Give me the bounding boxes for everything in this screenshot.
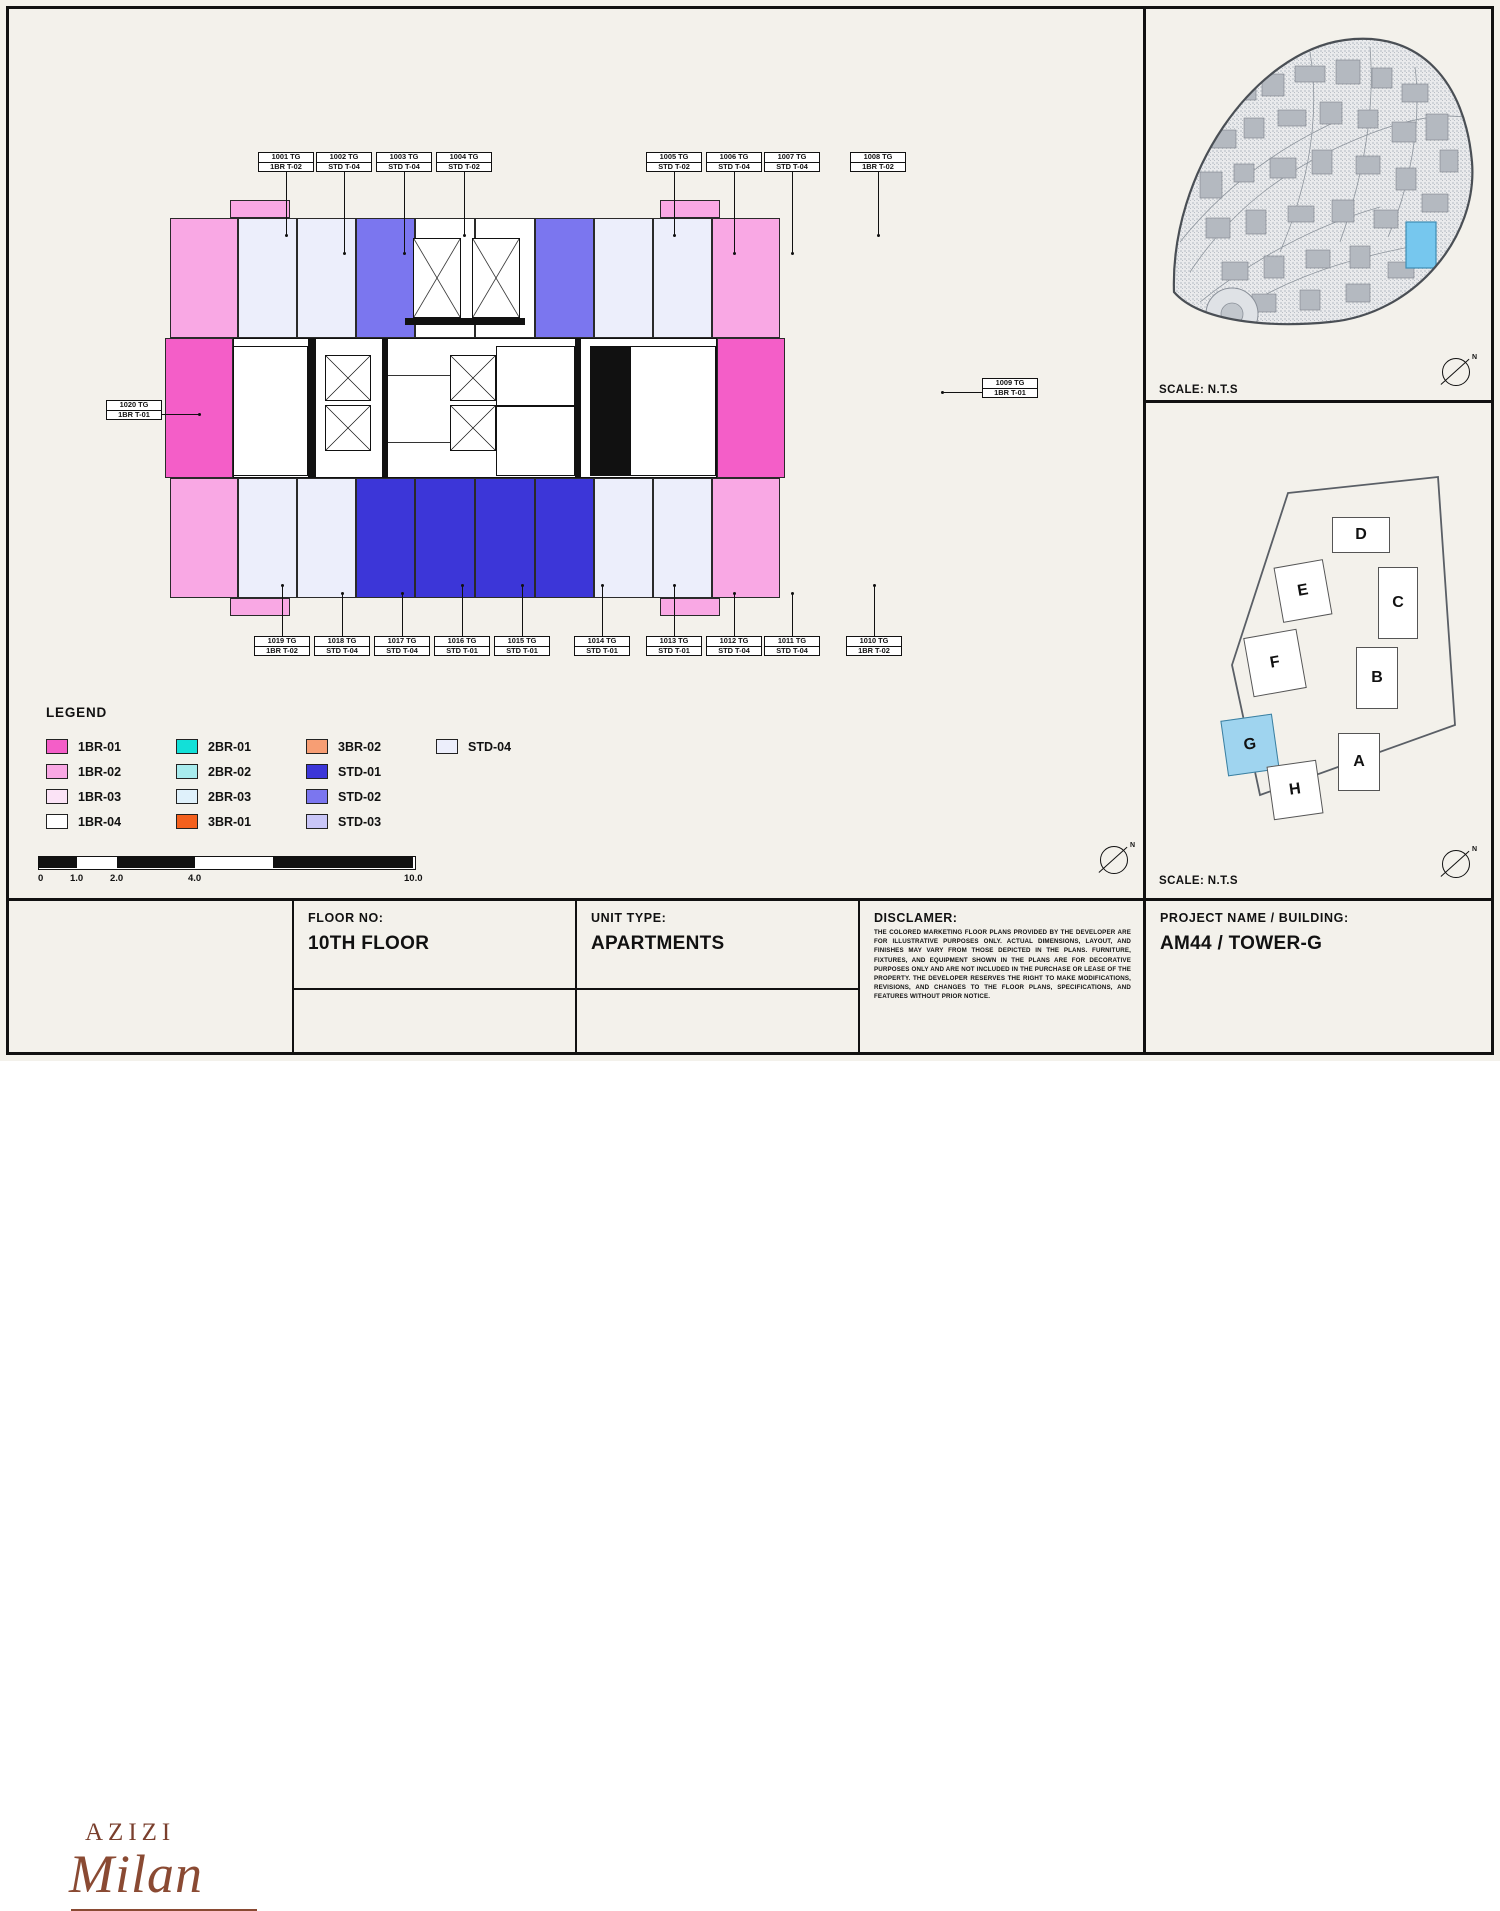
legend-item-2br-02: 2BR-02 (176, 759, 306, 784)
dot-1012 (733, 592, 736, 595)
scale-tick-3: 4.0 (188, 873, 202, 884)
unit-bottom-notch-right (660, 598, 720, 616)
legend-item-std-02: STD-02 (306, 784, 436, 809)
floor-no-label: FLOOR NO: (308, 911, 384, 925)
legend-item-1br-01: 1BR-01 (46, 734, 176, 759)
tag-1016: 1016 TG STD T-01 (434, 636, 490, 656)
legend-item-1br-03: 1BR-03 (46, 784, 176, 809)
lift-lobby (496, 406, 575, 476)
tag-1013: 1013 TG STD T-01 (646, 636, 702, 656)
legend-swatch (176, 789, 198, 804)
legend-spacer-1 (436, 759, 566, 784)
building-map-north-arrow-icon: N (1442, 850, 1476, 884)
unit-1005 (535, 218, 594, 338)
plot-h[interactable]: H (1266, 760, 1323, 820)
disclaimer-block (858, 901, 1143, 1055)
scale-tick-labels (38, 873, 428, 887)
tag-1018: 1018 TG STD T-04 (314, 636, 370, 656)
leader-1015 (522, 586, 523, 636)
tag-1008: 1008 TG 1BR T-02 (850, 152, 906, 172)
scale-tick-0: 0 (38, 873, 44, 884)
legend-item-2br-03: 2BR-03 (176, 784, 306, 809)
legend-swatch (46, 814, 68, 829)
leader-1007 (792, 172, 793, 253)
unit-type-value: APARTMENTS (591, 933, 725, 954)
plot-d[interactable]: D (1332, 517, 1390, 553)
leader-1008 (878, 172, 879, 235)
leader-1019 (282, 586, 283, 636)
tag-1003: 1003 TG STD T-04 (376, 152, 432, 172)
unit-1016 (356, 478, 415, 598)
legend-spacer-3 (436, 809, 566, 834)
plot-f[interactable]: F (1243, 629, 1307, 697)
project-value: AM44 / TOWER-G (1160, 933, 1323, 954)
floor-no-block (292, 901, 575, 1055)
unit-type-label: UNIT TYPE: (591, 911, 667, 925)
scale-tick-1: 1.0 (70, 873, 84, 884)
title-block-inner-line (292, 988, 858, 990)
scale-tick-4: 10.0 (404, 873, 423, 884)
logo-block (9, 901, 292, 1904)
tag-1007: 1007 TG STD T-04 (764, 152, 820, 172)
tag-1001: 1001 TG 1BR T-02 (258, 152, 314, 172)
project-block (1146, 901, 1491, 1055)
unit-1009 (717, 338, 785, 478)
top-shaft-wall (405, 318, 525, 325)
dot-1004 (463, 234, 466, 237)
legend-grid (46, 734, 606, 834)
core-wall-right (575, 338, 581, 478)
leader-1017 (402, 594, 403, 636)
tag-1020: 1020 TG 1BR T-01 (106, 400, 162, 420)
leader-1004 (464, 172, 465, 235)
service-room (630, 346, 716, 476)
unit-1019 (170, 478, 238, 598)
unit-top-notch-left (230, 200, 290, 218)
legend-title: LEGEND (46, 705, 108, 720)
dot-1007 (791, 252, 794, 255)
dot-1016 (461, 584, 464, 587)
unit-1011 (653, 478, 712, 598)
dot-1001 (285, 234, 288, 237)
core-wall-mid (382, 338, 388, 478)
leader-1006 (734, 172, 735, 253)
dot-1009 (941, 391, 944, 394)
leader-1005 (674, 172, 675, 235)
leader-1018 (342, 594, 343, 636)
scale-seg-3 (273, 857, 413, 868)
scale-seg-2 (117, 857, 195, 868)
leader-1009 (944, 392, 982, 393)
unit-top-notch-right (660, 200, 720, 218)
legend-item-2br-01: 2BR-01 (176, 734, 306, 759)
plot-e[interactable]: E (1274, 559, 1333, 623)
unit-type-block (575, 901, 858, 1055)
leader-1011 (792, 594, 793, 636)
leader-1002 (344, 172, 345, 253)
plan-north-arrow-icon: N (1100, 846, 1134, 880)
scale-seg-1 (39, 857, 77, 868)
core-line-3 (388, 375, 450, 376)
shaft-x-2 (325, 405, 371, 451)
legend-swatch (306, 739, 328, 754)
legend-swatch (46, 789, 68, 804)
floor-plan-drawing (120, 150, 1060, 670)
legend-item-std-01: STD-01 (306, 759, 436, 784)
building-key-map (1160, 415, 1480, 875)
logo-azizi-text: AZIZI (85, 1819, 176, 1846)
core-shaft-dark (590, 346, 630, 476)
tag-1019: 1019 TG 1BR T-02 (254, 636, 310, 656)
leader-1001 (286, 172, 287, 235)
leader-1010 (874, 586, 875, 636)
disclaimer-text: THE COLORED MARKETING FLOOR PLANS PROVIDED BY THE DEVELOPER ARE FOR ILLUSTRATIVE PURPOSES ONLY. ACTUAL DIMENSIONS, LAYOUT, AND FINISHES MAY VARY FROM THOSE DEPICTED IN THE PLANS. FURNITURE, FIXTURES, AND EQUIPMENT SHOWN IN THE PLANS ARE FOR DECORATIVE PURPOSES ONLY AND ARE NOT INCLUDED IN THE PURCHASE OR LEASE OF THE PROPERTY. THE DEVELOPER RESERVES THE RIGHT TO MAKE MODIFICATIONS, REVISIONS, AND CHANGES TO THE FLOOR PLANS, SPECIFICATIONS, AND FEATURES WITHOUT PRIOR NOTICE. (874, 929, 1131, 1001)
unit-1014 (475, 478, 535, 598)
legend-swatch (176, 739, 198, 754)
scale-bar (38, 856, 428, 887)
core-line-4 (388, 442, 450, 443)
leader-1014 (602, 586, 603, 636)
legend-item-3br-02: 3BR-02 (306, 734, 436, 759)
unit-1010 (712, 478, 780, 598)
dot-1018 (341, 592, 344, 595)
core-wall-left (308, 338, 316, 478)
legend-item-3br-01: 3BR-01 (176, 809, 306, 834)
scale-tick-2: 2.0 (110, 873, 124, 884)
unit-1018 (238, 478, 297, 598)
disclaimer-label: DISCLAMER: (874, 911, 958, 925)
scale-bar-track (38, 856, 416, 870)
building-map-scale-note: SCALE: N.T.S (1159, 875, 1238, 887)
unit-1015 (415, 478, 475, 598)
unit-1001 (170, 218, 238, 338)
leader-1012 (734, 594, 735, 636)
unit-1013 (535, 478, 594, 598)
dot-1014 (601, 584, 604, 587)
tag-1011: 1011 TG STD T-04 (764, 636, 820, 656)
dot-1019 (281, 584, 284, 587)
dot-1017 (401, 592, 404, 595)
legend-item-std-03: STD-03 (306, 809, 436, 834)
stair-block (496, 346, 575, 406)
dot-1006 (733, 252, 736, 255)
legend-swatch (46, 739, 68, 754)
legend-swatch (306, 814, 328, 829)
unit-1003 (297, 218, 356, 338)
unit-1017 (297, 478, 356, 598)
master-plan-north-arrow-icon: N (1442, 358, 1476, 392)
legend-swatch (436, 739, 458, 754)
project-label: PROJECT NAME / BUILDING: (1160, 911, 1349, 925)
tag-1017: 1017 TG STD T-04 (374, 636, 430, 656)
logo-milan-text: Milan (69, 1844, 203, 1904)
plot-a[interactable]: A (1338, 733, 1380, 791)
leader-1013 (674, 586, 675, 636)
legend-swatch (176, 764, 198, 779)
shaft-x-4 (450, 405, 496, 451)
dot-1020 (198, 413, 201, 416)
tag-1014: 1014 TG STD T-01 (574, 636, 630, 656)
legend-swatch (306, 789, 328, 804)
unit-1007 (653, 218, 712, 338)
master-plan-image (1160, 22, 1480, 367)
unit-bottom-notch-left (230, 598, 290, 616)
top-shaft-left (413, 238, 461, 318)
dot-1003 (403, 252, 406, 255)
dot-1008 (877, 234, 880, 237)
unit-1006 (594, 218, 653, 338)
tag-1009: 1009 TG 1BR T-01 (982, 378, 1038, 398)
tag-1012: 1012 TG STD T-04 (706, 636, 762, 656)
master-plan-scale-note: SCALE: N.T.S (1159, 384, 1238, 396)
dot-1010 (873, 584, 876, 587)
legend-item-1br-04: 1BR-04 (46, 809, 176, 834)
dot-1015 (521, 584, 524, 587)
tag-1002: 1002 TG STD T-04 (316, 152, 372, 172)
dot-1002 (343, 252, 346, 255)
tag-1005: 1005 TG STD T-02 (646, 152, 702, 172)
legend-swatch (46, 764, 68, 779)
legend-item-std-04: STD-04 (436, 734, 566, 759)
dot-1005 (673, 234, 676, 237)
unit-1002 (238, 218, 297, 338)
tag-1004: 1004 TG STD T-02 (436, 152, 492, 172)
floor-no-value: 10TH FLOOR (308, 933, 430, 954)
tag-1010: 1010 TG 1BR T-02 (846, 636, 902, 656)
leader-1016 (462, 586, 463, 636)
leader-1020 (162, 414, 200, 415)
shaft-x-1 (325, 355, 371, 401)
plot-c[interactable]: C (1378, 567, 1418, 639)
unit-1012 (594, 478, 653, 598)
right-panel-divider (1143, 400, 1494, 403)
tag-1006: 1006 TG STD T-04 (706, 152, 762, 172)
plot-g[interactable]: G (1220, 714, 1279, 777)
top-shaft-right (472, 238, 520, 318)
legend-spacer-2 (436, 784, 566, 809)
shaft-x-3 (450, 355, 496, 401)
unit-1020 (165, 338, 233, 478)
leader-1003 (404, 172, 405, 253)
legend-swatch (176, 814, 198, 829)
legend-item-1br-02: 1BR-02 (46, 759, 176, 784)
dot-1011 (791, 592, 794, 595)
plot-b[interactable]: B (1356, 647, 1398, 709)
unit-1008 (712, 218, 780, 338)
utility-room (233, 346, 308, 476)
legend (46, 705, 606, 834)
dot-1013 (673, 584, 676, 587)
tag-1015: 1015 TG STD T-01 (494, 636, 550, 656)
legend-swatch (306, 764, 328, 779)
